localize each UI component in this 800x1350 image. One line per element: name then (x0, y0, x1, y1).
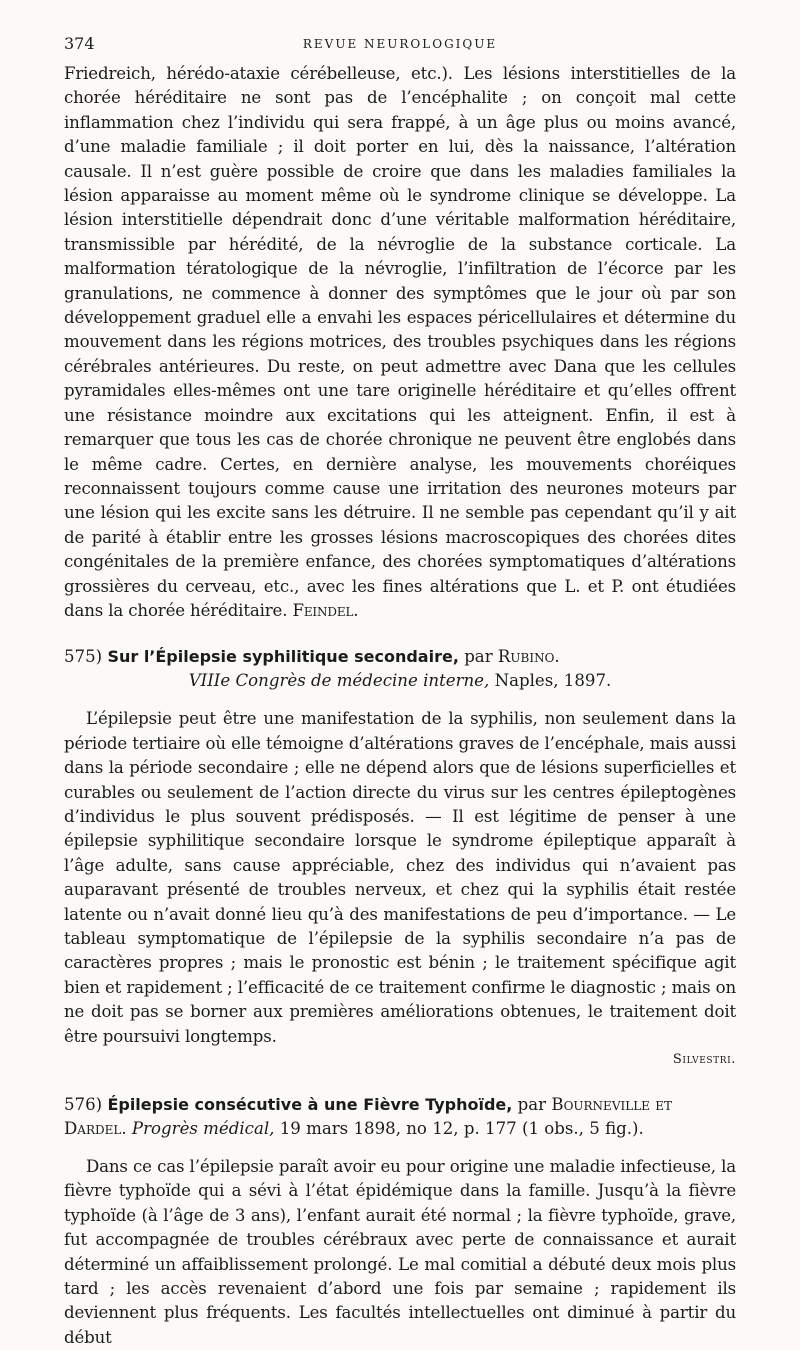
entry-575-body: L’épilepsie peut être une manifestation de la syphilis, non seulement dans la période tertiaire où elle témoigne d’altérations graves de l’encéphale, mais aussi dans la période secondaire ; elle ne dépend alors que de lésions superficielles et curables ou seulement de l’action directe du virus sur les centres épileptogènes d’individus le plus souvent prédisposés. — Il est légitime de penser à une épilepsie syphilitique secondaire lorsque le syndrome épileptique apparaît à l’âge adulte, sans cause appréciable, chez des individus qui n’avaient pas auparavant présenté de troubles nerveux, et chez qui la syphilis était restée latente ou n’avait donné lieu qu’à des manifestations de peu d’importance. — Le tableau symptomatique de l’épilepsie de la syphilis secondaire n’a pas de caractères propres ; mais le pronostic est bénin ; le traitement spécifique agit bien et rapidement ; l’efficacité de ce traitement confirme le diagnostic ; mais on ne doit pas se borner aux premières améliorations obtenues, le traitement doit être poursuivi longtemps. (64, 709, 736, 1046)
entry-576-number: 576) (64, 1095, 103, 1115)
entry-576-title: Épilepsie consécutive à une Fièvre Typhoïde, (107, 1095, 513, 1115)
entry-576-heading (64, 1093, 736, 1141)
entry-576-source-rest: 19 mars 1898, no 12, p. 177 (1 obs., 5 fig.). (279, 1119, 644, 1139)
entry-575-source-rest: Naples, 1897. (494, 671, 612, 691)
entry-575-author: Rubino. (497, 647, 560, 667)
entry-575-by: par (464, 647, 493, 667)
running-header (64, 0, 736, 64)
entry-575-heading (64, 645, 736, 693)
entry-575-signature: Silvestri. (672, 1052, 736, 1068)
intro-signature: Feindel. (292, 600, 359, 620)
entry-576-authors: Bourneville et Dardel. (64, 1095, 672, 1139)
entry-575 (64, 645, 736, 1071)
page-number: 374 (64, 34, 95, 53)
entry-575-title: Sur l’Épilepsie syphilitique secondaire, (107, 647, 459, 667)
entry-576-body: Dans ce cas l’épilepsie paraît avoir eu pour origine une maladie infectieuse, la fièvre typhoïde qui a sévi à l’état épidémique dans la famille. Jusqu’à la fièvre typhoïde (à l’âge de 3 ans), l’enfant aurait été normal ; la fièvre typhoïde, grave, fut accompagnée de troubles cérébraux avec perte de connaissance et aurait déterminé un affaiblissement prolongé. Le mal comitial a débuté deux mois plus tard ; les accès revenaient d’abord une fois par semaine ; rapidement ils deviennent plus fréquents. Les facultés intellectuelles ont diminué à partir du début (64, 1157, 736, 1347)
intro-paragraph (64, 62, 736, 623)
entry-576 (64, 1093, 736, 1350)
entry-576-by: par (517, 1095, 547, 1115)
entry-576-source: Progrès médical, (131, 1119, 275, 1139)
running-title: REVUE NEUROLOGIQUE (302, 37, 498, 51)
intro-text: Friedreich, hérédo-ataxie cérébelleuse, etc.). Les lésions interstitielles de la chorée héréditaire ne sont pas de l’encéphalite ; on conçoit mal cette inflammation chez l’individu qui sera frappé, à un âge plus ou moins avancé, d’une maladie familiale ; il doit porter en lui, dès la naissance, l’altération causale. Il n’est guère possible de croire que dans les maladies familiales la lésion apparaisse au moment même où le syndrome clinique se développe. La lésion interstitielle dépendrait donc d’une véritable malformation héréditaire, transmissible par hérédité, de la névroglie de la substance corticale. La malformation tératologique de la névroglie, l’infiltration de l’écorce par les granulations, ne commence à donner des symptômes que le jour où par son développement graduel elle a envahi les espaces péricellulaires et détermine du mouvement dans les régions motrices, des troubles psychiques dans les régions cérébrales antérieures. Du reste, on peut admettre avec Dana que les cellules pyramidales elles-mêmes ont une tare originelle héréditaire et qu’elles offrent une résistance moindre aux excitations qui les atteignent. Enfin, il est à remarquer que tous les cas de chorée chronique ne peuvent être englobés dans le même cadre. Certes, en dernière analyse, les mouvements choréiques reconnaissent toujours comme cause une irritation des neurones moteurs par une lésion qui les excite sans les détruire. Il ne semble pas cependant qu’il y ait de parité à établir entre les grosses lésions macroscopiques des chorées dites congénitales de la première enfance, des chorées symptomatiques d’altérations grossières du cerveau, etc., avec les fines altérations que L. et P. ont étudiées dans la chorée héréditaire. (64, 64, 736, 620)
entry-575-source: VIIIe Congrès de médecine interne, (188, 671, 490, 691)
entry-575-number: 575) (64, 647, 103, 667)
